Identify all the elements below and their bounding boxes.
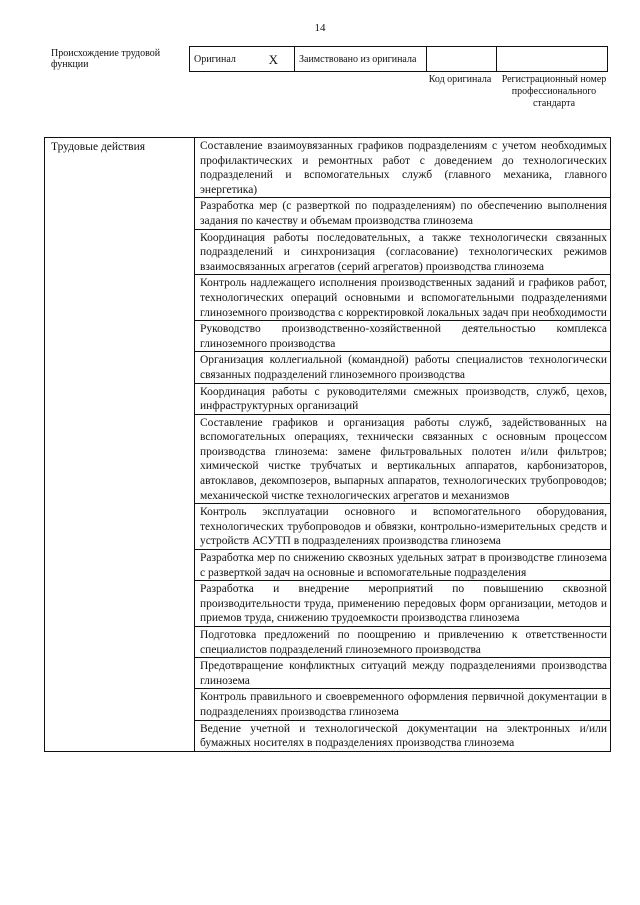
page-number: 14: [314, 22, 326, 34]
table-row: [45, 138, 611, 198]
original-cell: [190, 47, 295, 72]
action-item: Контроль правильного и своевременного оформления первичной документации в подразделениях производства глинозема: [195, 689, 611, 720]
action-item: Координация работы последовательных, а также технологически связанных подразделений и синхронизация (согласование) технологических режимов взаимосвязанных агрегатов (серий агрегатов) производства глинозема: [195, 229, 611, 275]
action-item: Руководство производственно-хозяйственной деятельностью комплекса глиноземного производства: [195, 321, 611, 352]
action-item: Разработка и внедрение мероприятий по повышению сквозной производительности труда, применению передовых форм организации, методов и приемов труда, снижению трудоемкости производства глинозема: [195, 581, 611, 627]
action-item: Подготовка предложений по поощрению и привлечению к ответственности специалистов подразделений глиноземного производства: [195, 627, 611, 658]
action-item: Разработка мер (с разверткой по подразделениям) по обеспечению выполнения задания по качеству и объемам производства глинозема: [195, 198, 611, 229]
labor-actions-table: [44, 137, 611, 752]
origin-label: Происхождение трудовой функции: [51, 48, 161, 70]
action-item: Координация работы с руководителями смежных производств, служб, цехов, инфраструктурных организаций: [195, 383, 611, 414]
code-caption: Код оригинала: [428, 74, 492, 85]
action-item: Контроль надлежащего исполнения производственных заданий и графиков работ, технологических операций основными и вспомогательными подразделениями глиноземного производства с корректировкой локальных задач при необходимости: [195, 275, 611, 321]
borrowed-cell: Заимствовано из оригинала: [295, 47, 427, 72]
actions-heading: Трудовые действия: [45, 138, 195, 752]
action-item: Предотвращение конфликтных ситуаций между подразделениями производства глинозема: [195, 658, 611, 689]
action-item: Ведение учетной и технологической документации на электронных и/или бумажных носителях в подразделениях производства глинозема: [195, 720, 611, 751]
origin-table: [189, 46, 608, 72]
code-cell: [427, 47, 497, 72]
action-item: Контроль эксплуатации основного и вспомогательного оборудования, технологических трубопроводов и обвязки, контрольно-измерительных средств и устройств АСУТП в подразделениях производства глинозема: [195, 504, 611, 550]
action-item: Составление взаимоувязанных графиков подразделениям с учетом необходимых профилактических и ремонтных работ с доведением до технологических подразделений и вспомогательных служб (главного механика, главного энергетика): [195, 138, 611, 198]
action-item: Организация коллегиальной (командной) работы специалистов технологически связанных подразделений глиноземного производства: [195, 352, 611, 383]
original-label: Оригинал: [194, 53, 236, 65]
action-item: Разработка мер по снижению сквозных удельных затрат в производстве глинозема с разверткой задач на основные и вспомогательные подразделения: [195, 550, 611, 581]
reg-number-cell: [497, 47, 608, 72]
action-item: Составление графиков и организация работы служб, задействованных на вспомогательных операциях, технически связанных с основным процессом производства глинозема: замене фильтровальных полотен и/или фильтров; химической чистке трубчатых и вертикальных аппаратов, карбонизаторов, автоклавов, декомпозеров, выпарных аппаратов, технологических трубопроводов; механической чистке технологических агрегатов и механизмов: [195, 414, 611, 504]
original-mark: X: [268, 51, 278, 67]
reg-caption: Регистрационный номер профессионального стандарта: [501, 74, 607, 109]
